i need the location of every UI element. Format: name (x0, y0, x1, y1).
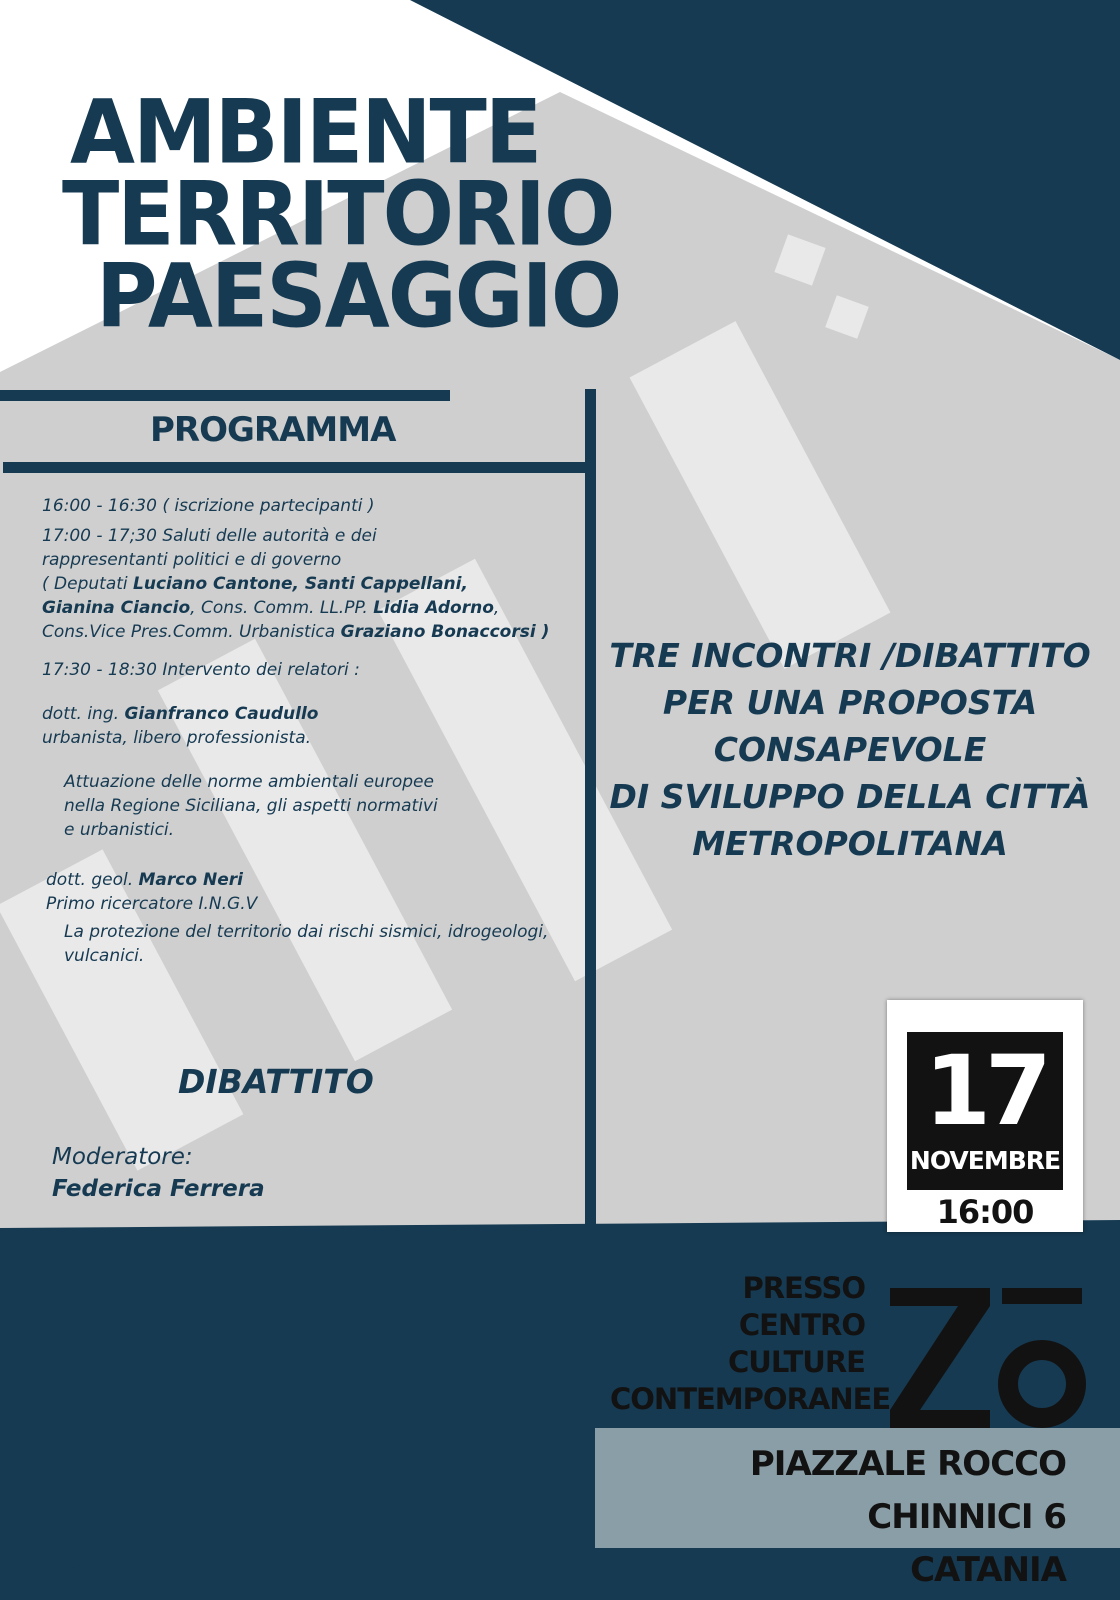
date-card (887, 1000, 1083, 1232)
programme-line (42, 572, 468, 596)
zo-logo-z (890, 1288, 990, 1428)
date-month: NOVEMBRE (909, 1146, 1061, 1175)
programme-line (64, 818, 174, 842)
zo-logo-o (1008, 1350, 1076, 1418)
programme-text: nella Regione Siciliana, gli aspetti normativi (64, 796, 438, 816)
programme-line (42, 620, 549, 644)
venue-line: CONTEMPORANEE (610, 1382, 891, 1416)
programme-text: Primo ricercatore I.N.G.V (46, 894, 258, 914)
venue-line: PRESSO (742, 1271, 865, 1305)
programme-line (42, 524, 377, 548)
date-time: 16:00 (936, 1193, 1034, 1231)
zo-logo (890, 1288, 1090, 1428)
dibattito-heading: DIBATTITO (178, 1062, 374, 1101)
moderator-name: Federica Ferrera (52, 1176, 265, 1202)
programme-text: La protezione del territorio dai rischi sismici, idrogeologi, (64, 922, 549, 942)
programme-text: rappresentanti politici e di governo (42, 550, 342, 570)
address-line: CATANIA (910, 1550, 1066, 1590)
programme-text: dott. ing. (42, 704, 125, 724)
programme-text: vulcanici. (64, 946, 145, 966)
programme-line (42, 658, 360, 682)
title-line-2: TERRITORIO (62, 162, 614, 266)
programme-line (64, 770, 434, 794)
date-box (907, 1032, 1063, 1190)
programme-line (64, 944, 144, 968)
title-line-1: AMBIENTE (70, 80, 541, 184)
zo-logo-macron (1002, 1288, 1082, 1304)
programme-line (46, 868, 243, 892)
tagline-line: DI SVILUPPO DELLA CITTÀ (609, 777, 1091, 816)
programme-text: 17:00 - 17;30 Saluti delle autorità e dei (42, 526, 377, 546)
vertical-divider (585, 389, 596, 1428)
programme-text: e urbanistici. (64, 820, 175, 840)
tagline (600, 632, 1100, 867)
programma-heading: PROGRAMMA (150, 410, 396, 450)
programme-text: Cons.Vice Pres.Comm. Urbanistica (42, 622, 341, 642)
date-day: 17 (924, 1035, 1046, 1147)
programma-top-rule (0, 390, 450, 401)
programme-name: Gianina Ciancio (42, 598, 191, 618)
programme-line (42, 726, 311, 750)
programme-text: urbanista, libero professionista. (42, 728, 312, 748)
venue-line: CENTRO (738, 1308, 865, 1342)
programme-name: Lidia Adorno (373, 598, 494, 618)
programme-text: Attuazione delle norme ambientali europee (64, 772, 434, 792)
venue-line: CULTURE (728, 1345, 865, 1379)
programme-line (64, 920, 548, 944)
address-line: PIAZZALE ROCCO CHINNICI 6 (749, 1444, 1066, 1537)
programme-line (42, 494, 375, 518)
programme-text: 17:30 - 18:30 Intervento dei relatori : (42, 660, 360, 680)
programme-name: Graziano Bonaccorsi ) (340, 622, 550, 642)
programme-line (46, 892, 257, 916)
programme-text: , Cons. Comm. LL.PP. (190, 598, 374, 618)
programme-name: Gianfranco Caudullo (124, 704, 319, 724)
programme-line (64, 794, 438, 818)
programma-bottom-rule (3, 462, 587, 473)
programme-line (42, 702, 318, 726)
tagline-line: TRE INCONTRI /DIBATTITO (609, 636, 1091, 675)
programme-text: ( Deputati (42, 574, 134, 594)
programme-text: dott. geol. (46, 870, 139, 890)
programme-text: 16:00 - 16:30 ( iscrizione partecipanti ) (42, 496, 375, 516)
moderator-label: Moderatore: (52, 1144, 193, 1170)
programme-name: Marco Neri (138, 870, 243, 890)
programme-line (42, 596, 499, 620)
programme-text: , (493, 598, 500, 618)
programme-line (42, 548, 341, 572)
programme-name: Luciano Cantone, Santi Cappellani, (133, 574, 468, 594)
venue-text (610, 1270, 891, 1418)
title-line-3: PAESAGGIO (96, 244, 621, 348)
address (600, 1438, 1066, 1597)
tagline-line: METROPOLITANA (692, 824, 1008, 863)
tagline-line: PER UNA PROPOSTA (662, 683, 1038, 722)
tagline-line: CONSAPEVOLE (713, 730, 987, 769)
